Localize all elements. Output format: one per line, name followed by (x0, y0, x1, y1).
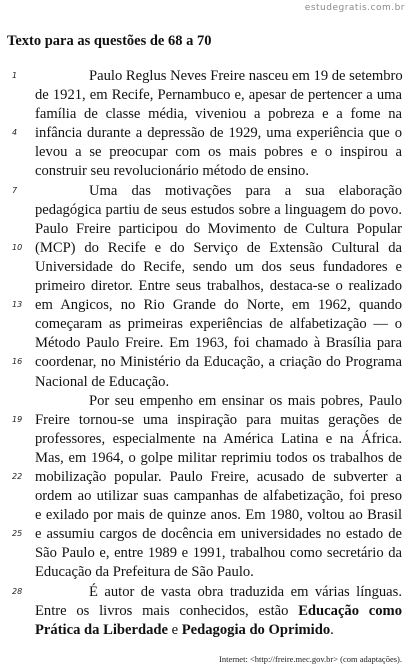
line-text (35, 162, 402, 181)
passage-line (0, 563, 411, 582)
line-text (35, 220, 402, 239)
line-text (35, 430, 402, 449)
line-text (89, 392, 402, 411)
text-segment: São Paulo e, entre 1989 e 1991, trabalhou como secretário da (35, 545, 402, 562)
line-text (35, 449, 402, 468)
line-number: 19 (12, 414, 23, 424)
text-segment: coordenar, no Ministério da Educação, a criação do Programa (35, 354, 402, 371)
passage-line (0, 449, 411, 468)
line-text (35, 105, 402, 124)
line-text (35, 334, 402, 353)
text-segment: construir seu revolucionário método de ensino. (35, 163, 309, 180)
passage-line (0, 468, 411, 487)
line-text (89, 583, 402, 602)
text-segment: mobilização popular. Paulo Freire, acusado de subverter a (35, 468, 402, 485)
book-title: Educação como (298, 602, 402, 619)
passage-line (0, 621, 411, 640)
line-text (35, 373, 402, 392)
passage-line (0, 315, 411, 334)
line-number: 10 (12, 242, 23, 252)
text-segment: em Angicos, no Rio Grande do Norte, em 1962, quando (35, 297, 402, 314)
line-text (35, 468, 402, 487)
line-text (35, 315, 402, 334)
line-number: 25 (12, 529, 23, 539)
passage-line (0, 277, 411, 296)
text-segment: professores, especialmente na América Latina e na África. (35, 430, 402, 447)
text-segment: primeiro diretor. Entre seus trabalhos, destaca-se o realizado (35, 278, 402, 295)
text-segment: Freire tornou-se uma inspiração para muitas gerações de (35, 411, 402, 428)
text-segment: e assumiu cargos de docência em universidades no estado de (35, 526, 402, 543)
passage-line (0, 411, 411, 430)
line-text (35, 258, 402, 277)
line-number: 16 (12, 357, 23, 367)
line-text (35, 506, 402, 525)
text-segment: e exilado por mais de quinze anos. Em 1980, voltou ao Brasil (35, 507, 402, 524)
text-segment: Nacional de Educação. (35, 373, 170, 390)
text-segment: e (167, 621, 182, 638)
text-segment: Mas, em 1964, o golpe militar reprimiu todos os trabalhos de (35, 449, 402, 466)
passage-line (0, 373, 411, 392)
line-text (35, 411, 402, 430)
text-segment: de 1921, em Recife, Pernambuco e, apesar de pertencer a uma (35, 87, 402, 104)
section-heading: Texto para as questões de 68 a 70 (7, 33, 212, 49)
line-text (35, 563, 402, 582)
passage-line (0, 67, 411, 86)
book-title: Prática da Liberdade (35, 621, 168, 638)
line-text (89, 67, 402, 86)
text-segment: ordem ao utilizar suas campanhas de alfabetização, foi preso (35, 488, 402, 505)
passage-line (0, 239, 411, 258)
book-title: Pedagogia do Oprimido (181, 621, 331, 638)
text-segment: Por seu empenho em ensinar os mais pobres, Paulo (89, 392, 402, 409)
text-segment: (MCP) do Recife e do Serviço de Extensão Cultural da (35, 239, 402, 256)
text-segment: Método Paulo Freire. Em 1963, foi chamado à Brasília para (35, 335, 402, 352)
passage-line (0, 602, 411, 621)
text-segment: infância durante a depressão de 1929, uma experiência que o (35, 125, 402, 142)
line-number: 1 (12, 71, 18, 80)
line-number: 28 (12, 586, 23, 596)
line-text (35, 143, 402, 162)
line-text (35, 621, 402, 640)
passage-line (0, 86, 411, 105)
text-segment: começaram as primeiras experiências de alfabetização — o (35, 316, 402, 333)
passage-line (0, 162, 411, 181)
passage-line (0, 143, 411, 162)
line-text (35, 487, 402, 506)
line-text (35, 239, 402, 258)
text-segment: Educação da Prefeitura de São Paulo. (35, 564, 254, 581)
line-text (35, 124, 402, 143)
line-text (35, 277, 402, 296)
line-text (35, 201, 402, 220)
passage-line (0, 544, 411, 563)
line-text (35, 353, 402, 372)
passage-line (0, 334, 411, 353)
text-segment: Paulo Reglus Neves Freire nasceu em 19 de setembro (89, 68, 403, 84)
passage-line (0, 201, 411, 220)
passage-line (0, 296, 411, 315)
passage-line (0, 487, 411, 506)
passage-line (0, 182, 411, 201)
source-citation: Internet: <http://freire.mec.gov.br> (com adaptações). (219, 654, 402, 664)
text-segment: . (330, 621, 334, 638)
line-number: 4 (12, 128, 18, 138)
passage-line (0, 506, 411, 525)
text-segment: Entre os livros mais conhecidos, estão (35, 602, 299, 619)
line-text (89, 182, 402, 201)
text-segment: Universidade do Recife, sendo um dos seus fundadores e (35, 258, 402, 275)
line-number: 13 (12, 300, 23, 310)
text-segment: levou a se preocupar com os mais pobres e o inspirou a (35, 144, 402, 161)
passage-text (0, 67, 411, 640)
passage-line (0, 258, 411, 277)
line-text (35, 86, 402, 105)
passage-line (0, 583, 411, 602)
line-text (35, 525, 402, 544)
line-text (35, 544, 402, 563)
line-number: 7 (12, 185, 18, 195)
text-segment: família de classe média, viveniou a pobreza e a fome na (35, 106, 402, 123)
text-segment: Uma das motivações para a sua elaboração (89, 182, 402, 199)
text-segment: pedagógica partiu de seus estudos sobre a linguagem do povo. (35, 201, 402, 218)
text-segment: Paulo Freire participou do Movimento de Cultura Popular (35, 220, 402, 237)
line-number: 22 (12, 471, 23, 481)
passage-line (0, 525, 411, 544)
passage-line (0, 105, 411, 124)
passage-line (0, 392, 411, 411)
line-text (35, 296, 402, 315)
text-segment: É autor de vasta obra traduzida em várias línguas. (89, 583, 402, 600)
passage-line (0, 220, 411, 239)
passage-line (0, 430, 411, 449)
watermark: estudegratis.com.br (304, 3, 405, 13)
line-text (35, 602, 402, 621)
passage-line (0, 124, 411, 143)
passage-line (0, 353, 411, 372)
